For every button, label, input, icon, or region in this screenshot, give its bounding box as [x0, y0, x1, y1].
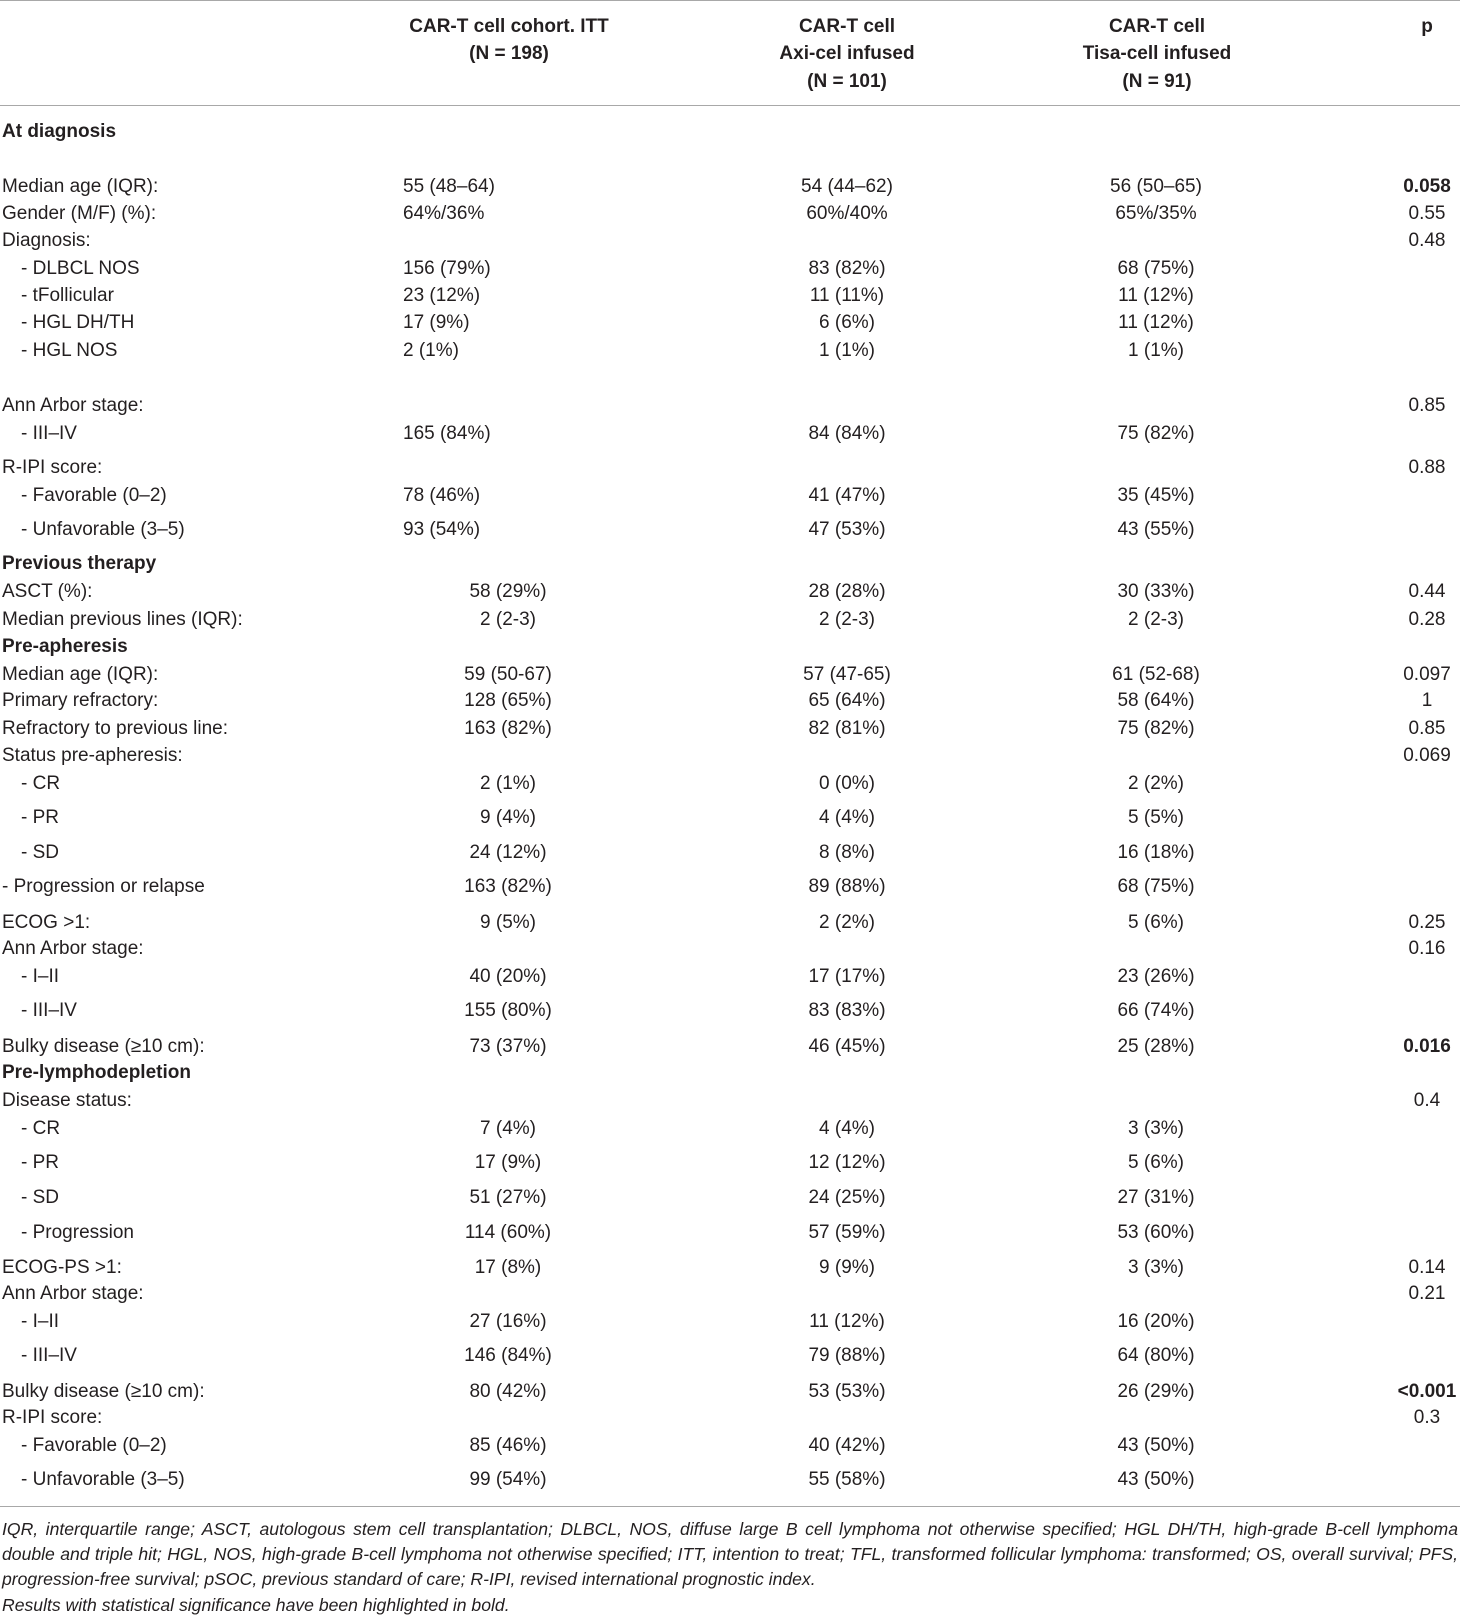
- column-header-p: [1394, 13, 1460, 40]
- table-row: [0, 743, 1460, 769]
- tisa-cel-value: 75 (82%): [1117, 718, 1195, 739]
- tisa-cel-value: 43 (50%): [1117, 1435, 1195, 1456]
- table-row: [0, 1343, 1460, 1369]
- itt-cohort-value: 78 (46%): [403, 485, 481, 506]
- itt-cohort-value: 73 (37%): [469, 1036, 547, 1057]
- row-label: - HGL DH/TH: [21, 312, 135, 333]
- itt-cohort-value: 80 (42%): [469, 1381, 547, 1402]
- table-row: [0, 1116, 1460, 1142]
- itt-cohort-value: 7 (4%): [480, 1118, 536, 1139]
- itt-cohort-value: 155 (80%): [464, 1000, 552, 1021]
- column-header-line: CAR-T cell cohort. ITT: [409, 16, 609, 37]
- row-label: ECOG-PS >1:: [2, 1257, 122, 1278]
- table-row: [0, 1185, 1460, 1211]
- itt-cohort-value: 51 (27%): [469, 1187, 547, 1208]
- row-label: - III–IV: [21, 1000, 77, 1021]
- row-label: Bulky disease (≥10 cm):: [2, 1381, 205, 1402]
- p-value: 0.25: [1408, 912, 1446, 933]
- axi-cel-value: 41 (47%): [808, 485, 886, 506]
- row-label: - CR: [21, 773, 61, 794]
- tisa-cel-value: 25 (28%): [1117, 1036, 1195, 1057]
- itt-cohort-value: 9 (5%): [480, 912, 536, 933]
- itt-cohort-value: 2 (1%): [480, 773, 536, 794]
- axi-cel-value: 53 (53%): [808, 1381, 886, 1402]
- itt-cohort-value: 27 (16%): [469, 1311, 547, 1332]
- row-label: - HGL NOS: [21, 340, 118, 361]
- itt-cohort-value: 40 (20%): [469, 966, 547, 987]
- row-label: - Progression or relapse: [2, 876, 205, 897]
- table-row: [0, 1405, 1460, 1431]
- itt-cohort-value: 23 (12%): [403, 285, 481, 306]
- axi-cel-value: 8 (8%): [819, 842, 875, 863]
- table-row: [0, 579, 1460, 605]
- tisa-cel-value: 43 (50%): [1117, 1469, 1195, 1490]
- column-header-line: (N = 91): [1122, 70, 1192, 92]
- p-value: 0.44: [1408, 581, 1446, 602]
- tisa-cel-value: 65%/35%: [1115, 203, 1197, 224]
- section-title-at-diagnosis: At diagnosis: [2, 121, 117, 142]
- column-header-axi-cel: [717, 13, 977, 95]
- p-value: 0.3: [1413, 1407, 1441, 1428]
- row-label: - III–IV: [21, 1345, 77, 1366]
- axi-cel-value: 79 (88%): [808, 1345, 886, 1366]
- p-value: 0.058: [1403, 176, 1451, 197]
- axi-cel-value: 83 (82%): [808, 258, 886, 279]
- axi-cel-value: 47 (53%): [808, 519, 886, 540]
- tisa-cel-value: 53 (60%): [1117, 1222, 1195, 1243]
- tisa-cel-value: 66 (74%): [1117, 1000, 1195, 1021]
- row-label: - PR: [21, 1152, 59, 1173]
- table-row: [0, 1379, 1460, 1405]
- row-label: Median age (IQR):: [2, 176, 159, 197]
- itt-cohort-value: 58 (29%): [469, 581, 547, 602]
- tisa-cel-value: 2 (2%): [1128, 773, 1184, 794]
- table-bottom-rule: [0, 1506, 1460, 1507]
- itt-cohort-value: 64%/36%: [403, 203, 485, 224]
- tisa-cel-value: 5 (6%): [1128, 912, 1184, 933]
- table-row: [0, 310, 1460, 336]
- axi-cel-value: 84 (84%): [808, 423, 886, 444]
- itt-cohort-value: 163 (82%): [464, 718, 552, 739]
- table-row: [0, 174, 1460, 200]
- axi-cel-value: 4 (4%): [819, 807, 875, 828]
- row-label: - Unfavorable (3–5): [21, 519, 185, 540]
- table-row: [0, 393, 1460, 419]
- row-label: - III–IV: [21, 423, 77, 444]
- row-label: - Favorable (0–2): [21, 1435, 167, 1456]
- tisa-cel-value: 3 (3%): [1128, 1257, 1184, 1278]
- itt-cohort-value: 156 (79%): [403, 258, 491, 279]
- tisa-cel-value: 35 (45%): [1117, 485, 1195, 506]
- p-value: 0.48: [1408, 230, 1446, 251]
- row-label: Ann Arbor stage:: [2, 938, 144, 959]
- table-row: [0, 1255, 1460, 1281]
- itt-cohort-value: 17 (9%): [403, 312, 470, 333]
- table-row: [0, 998, 1460, 1024]
- axi-cel-value: 11 (12%): [809, 1311, 885, 1332]
- table-row: [0, 1220, 1460, 1246]
- table-row: [0, 455, 1460, 481]
- row-label: ECOG >1:: [2, 912, 91, 933]
- column-header-line: p: [1421, 16, 1433, 37]
- axi-cel-value: 82 (81%): [808, 718, 886, 739]
- section-title-pre-apheresis: Pre-apheresis: [2, 636, 128, 657]
- axi-cel-value: 83 (83%): [808, 1000, 886, 1021]
- row-label: - tFollicular: [21, 285, 114, 306]
- p-value: 0.16: [1408, 938, 1446, 959]
- p-value: 0.4: [1413, 1090, 1441, 1111]
- itt-cohort-value: 114 (60%): [464, 1222, 552, 1243]
- footnote-abbreviations: IQR, interquartile range; ASCT, autologous stem cell transplantation; DLBCL, NOS, diffuse large B cell lymphoma not otherwise specified; HGL DH/TH, high-grade B-cell lymphoma double and triple hit; HGL, NOS, high-grade B-cell lymphoma not otherwise specified; ITT, intention to treat; TFL, transformed follicular lymphoma: transformed; OS, overall survival; PFS, progression-free survival; pSOC, previous standard of care; R-IPI, revised international prognostic index.: [2, 1519, 1458, 1590]
- table-row: [0, 964, 1460, 990]
- tisa-cel-value: 26 (29%): [1117, 1381, 1195, 1402]
- tisa-cel-value: 23 (26%): [1117, 966, 1195, 987]
- table-row: [0, 201, 1460, 227]
- tisa-cel-value: 68 (75%): [1117, 258, 1195, 279]
- row-label: R-IPI score:: [2, 1407, 103, 1428]
- tisa-cel-value: 5 (5%): [1128, 807, 1184, 828]
- table-row: [0, 662, 1460, 688]
- row-label: - I–II: [21, 966, 60, 987]
- column-header-itt-cohort: [379, 13, 639, 68]
- row-label: R-IPI score:: [2, 457, 103, 478]
- table-row: [0, 1034, 1460, 1060]
- row-label: Refractory to previous line:: [2, 718, 228, 739]
- row-label: - SD: [21, 842, 59, 863]
- itt-cohort-value: 99 (54%): [469, 1469, 547, 1490]
- row-label: Disease status:: [2, 1090, 132, 1111]
- axi-cel-value: 0 (0%): [819, 773, 875, 794]
- itt-cohort-value: 2 (1%): [403, 340, 459, 361]
- row-label: Bulky disease (≥10 cm):: [2, 1036, 205, 1057]
- row-label: - PR: [21, 807, 59, 828]
- column-header-line: (N = 198): [469, 43, 549, 65]
- row-label: - Unfavorable (3–5): [21, 1469, 185, 1490]
- axi-cel-value: 6 (6%): [819, 312, 875, 333]
- itt-cohort-value: 17 (9%): [474, 1152, 542, 1173]
- p-value: 0.85: [1408, 718, 1446, 739]
- row-label: Primary refractory:: [2, 690, 159, 711]
- table-row: [0, 1281, 1460, 1307]
- column-header-line: CAR-T cell: [798, 16, 896, 37]
- table-row: [0, 338, 1460, 364]
- table-row: [0, 607, 1460, 633]
- table-row: [0, 936, 1460, 962]
- tisa-cel-value: 75 (82%): [1117, 423, 1195, 444]
- table-row: [0, 283, 1460, 309]
- p-value: 0.14: [1408, 1257, 1446, 1278]
- tisa-cel-value: 11 (12%): [1118, 312, 1194, 333]
- table-row: [0, 1467, 1460, 1493]
- section-title-pre-lymphodepletion: Pre-lymphodepletion: [2, 1062, 191, 1083]
- row-label: Ann Arbor stage:: [2, 1283, 144, 1304]
- axi-cel-value: 40 (42%): [808, 1435, 886, 1456]
- table-row: [0, 840, 1460, 866]
- axi-cel-value: 65 (64%): [808, 690, 886, 711]
- column-header-line: Axi-cel infused: [779, 43, 915, 65]
- table-footnote: [2, 1517, 1458, 1618]
- p-value: 0.21: [1408, 1283, 1446, 1304]
- itt-cohort-value: 17 (8%): [474, 1257, 542, 1278]
- tisa-cel-value: 11 (12%): [1118, 285, 1194, 306]
- p-value: 0.097: [1403, 664, 1451, 685]
- axi-cel-value: 4 (4%): [819, 1118, 875, 1139]
- row-label: Diagnosis:: [2, 230, 91, 251]
- tisa-cel-value: 16 (18%): [1117, 842, 1195, 863]
- column-header-line: CAR-T cell: [1108, 16, 1206, 37]
- tisa-cel-value: 58 (64%): [1117, 690, 1195, 711]
- itt-cohort-value: 128 (65%): [464, 690, 552, 711]
- tisa-cel-value: 68 (75%): [1117, 876, 1195, 897]
- table-row: [0, 910, 1460, 936]
- row-label: - Progression: [21, 1222, 134, 1243]
- p-value: 0.88: [1408, 457, 1446, 478]
- axi-cel-value: 24 (25%): [808, 1187, 886, 1208]
- row-label: - I–II: [21, 1311, 60, 1332]
- column-header-line: Tisa-cell infused: [1082, 43, 1232, 65]
- row-label: ASCT (%):: [2, 581, 93, 602]
- header-rule: [0, 105, 1460, 106]
- axi-cel-value: 17 (17%): [808, 966, 886, 987]
- tisa-cel-value: 61 (52-68): [1112, 664, 1200, 685]
- tisa-cel-value: 27 (31%): [1117, 1187, 1195, 1208]
- axi-cel-value: 2 (2%): [819, 912, 875, 933]
- axi-cel-value: 2 (2-3): [819, 609, 875, 630]
- tisa-cel-value: 64 (80%): [1117, 1345, 1195, 1366]
- tisa-cel-value: 1 (1%): [1128, 340, 1184, 361]
- tisa-cel-value: 5 (6%): [1128, 1152, 1184, 1173]
- axi-cel-value: 1 (1%): [819, 340, 875, 361]
- axi-cel-value: 28 (28%): [808, 581, 886, 602]
- table-row: [0, 805, 1460, 831]
- tisa-cel-value: 56 (50–65): [1110, 176, 1202, 197]
- axi-cel-value: 54 (44–62): [801, 176, 893, 197]
- itt-cohort-value: 55 (48–64): [403, 176, 495, 197]
- row-label: Median previous lines (IQR):: [2, 609, 243, 630]
- row-label: - CR: [21, 1118, 61, 1139]
- p-value: 0.55: [1408, 203, 1446, 224]
- itt-cohort-value: 2 (2-3): [480, 609, 536, 630]
- table-row: [0, 256, 1460, 282]
- itt-cohort-value: 163 (82%): [464, 876, 552, 897]
- p-value: 0.28: [1408, 609, 1446, 630]
- table-row: [0, 517, 1460, 543]
- tisa-cel-value: 30 (33%): [1117, 581, 1195, 602]
- axi-cel-value: 60%/40%: [806, 203, 888, 224]
- itt-cohort-value: 165 (84%): [403, 423, 491, 444]
- row-label: Gender (M/F) (%):: [2, 203, 157, 224]
- itt-cohort-value: 24 (12%): [469, 842, 547, 863]
- itt-cohort-value: 93 (54%): [403, 519, 481, 540]
- itt-cohort-value: 146 (84%): [464, 1345, 552, 1366]
- axi-cel-value: 55 (58%): [808, 1469, 886, 1490]
- table-row: [0, 688, 1460, 714]
- itt-cohort-value: 59 (50-67): [464, 664, 552, 685]
- axi-cel-value: 57 (59%): [808, 1222, 886, 1243]
- table-row: [0, 483, 1460, 509]
- tisa-cel-value: 16 (20%): [1117, 1311, 1195, 1332]
- table-row: [0, 771, 1460, 797]
- table-row: [0, 1309, 1460, 1335]
- table-row: [0, 228, 1460, 254]
- axi-cel-value: 9 (9%): [819, 1257, 875, 1278]
- footnote-significance: Results with statistical significance have been highlighted in bold.: [2, 1594, 510, 1615]
- p-value: 0.85: [1408, 395, 1446, 416]
- table-row: [0, 874, 1460, 900]
- table-top-rule: [0, 0, 1460, 1]
- axi-cel-value: 89 (88%): [808, 876, 886, 897]
- table-row: [0, 421, 1460, 447]
- p-value: 1: [1421, 690, 1433, 711]
- column-header-line: (N = 101): [807, 70, 887, 92]
- table-row: [0, 716, 1460, 742]
- table-row: [0, 1088, 1460, 1114]
- table-row: [0, 1150, 1460, 1176]
- itt-cohort-value: 9 (4%): [480, 807, 536, 828]
- tisa-cel-value: 3 (3%): [1128, 1118, 1184, 1139]
- table-row: [0, 1433, 1460, 1459]
- axi-cel-value: 57 (47-65): [803, 664, 891, 685]
- axi-cel-value: 12 (12%): [808, 1152, 886, 1173]
- row-label: - Favorable (0–2): [21, 485, 167, 506]
- row-label: - SD: [21, 1187, 59, 1208]
- itt-cohort-value: 85 (46%): [469, 1435, 547, 1456]
- p-value: <0.001: [1397, 1381, 1457, 1402]
- row-label: Status pre-apheresis:: [2, 745, 183, 766]
- row-label: Median age (IQR):: [2, 664, 159, 685]
- tisa-cel-value: 43 (55%): [1117, 519, 1195, 540]
- tisa-cel-value: 2 (2-3): [1128, 609, 1184, 630]
- row-label: Ann Arbor stage:: [2, 395, 144, 416]
- column-header-tisa-cel: [1027, 13, 1287, 95]
- axi-cel-value: 46 (45%): [808, 1036, 886, 1057]
- axi-cel-value: 11 (11%): [809, 285, 885, 306]
- p-value: 0.016: [1403, 1036, 1451, 1057]
- row-label: - DLBCL NOS: [21, 258, 140, 279]
- p-value: 0.069: [1403, 745, 1451, 766]
- section-title-previous-therapy: Previous therapy: [2, 553, 157, 574]
